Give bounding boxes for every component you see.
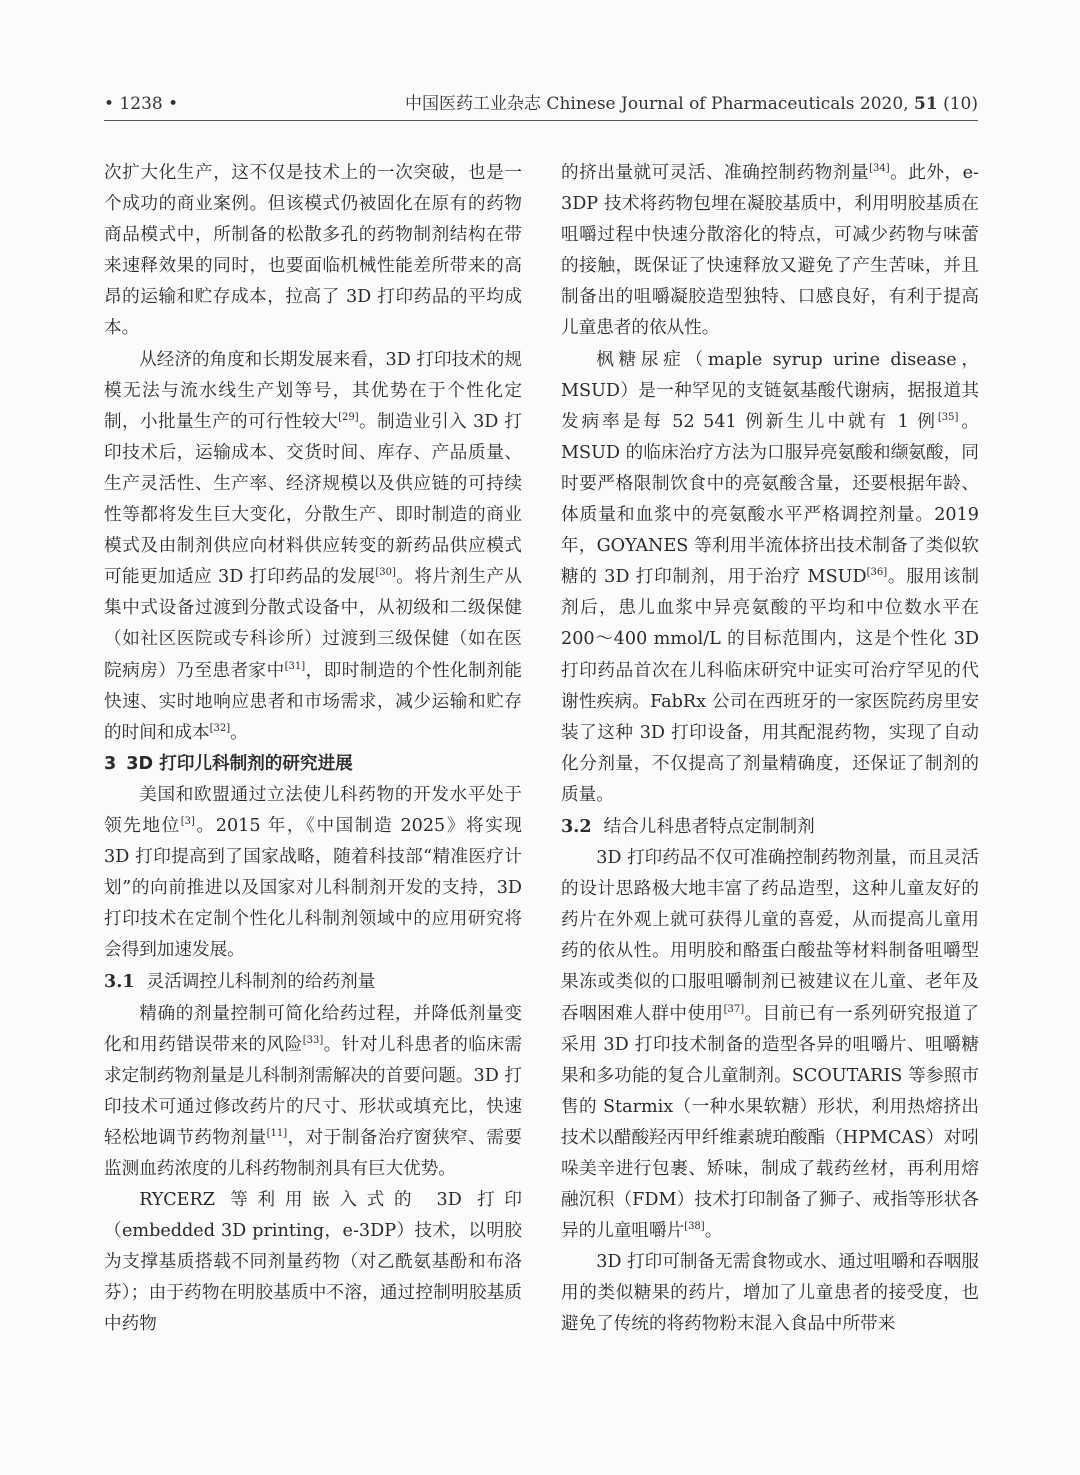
citation-ref: [30]	[375, 567, 396, 579]
journal-name: 中国医药工业杂志 Chinese Journal of Pharmaceuticals 2020,	[405, 94, 915, 114]
paragraph: 的挤出量就可灵活、准确控制药物剂量[34]。此外，e-3DP 技术将药物包埋在凝胶基质中，利用明胶基质在咀嚼过程中快速分散溶化的特点，可减少药物与味蕾的接触，既保证了快速释放又避免了产生苦味，并且制备出的咀嚼凝胶造型独特、口感良好，有利于提高儿童患者的依从性。	[561, 163, 979, 339]
journal-issue: (10)	[937, 94, 978, 114]
left-column	[104, 158, 522, 1341]
journal-volume: 51	[914, 94, 938, 114]
citation-ref: [31]	[284, 660, 306, 672]
subsection-number: 3.1	[104, 971, 135, 993]
citation-ref: [11]	[266, 1127, 288, 1139]
paragraph: 枫糖尿症（maple syrup urine disease，MSUD）是一种罕见的支链氨基酸代谢病，据报道其发病率是每 52 541 例新生儿中就有 1 例[35]。MSUD 的临床治疗方法为口服异亮氨酸和缬氨酸，同时要严格限制饮食中的亮氨酸含量，还要根据年龄、体质量和血浆中的亮氨酸水平严格调控剂量。2019 年，GOYANES 等利用半流体挤出技术制备了类似软糖的 3D 打印制剂，用于治疗 MSUD[36]。服用该制剂后，患儿血浆中异亮氨酸的平均和中位数水平在 200～400 mmol/L 的目标范围内，这是个性化 3D 打印药品首次在儿科临床研究中证实可治疗罕见的代谢性疾病。FabRx 公司在西班牙的一家医院药房里安装了这种 3D 打印设备，用其配混药物，实现了自动化分剂量，不仅提高了剂量精确度，还保证了制剂的质量。	[561, 349, 979, 805]
citation-ref: [37]	[723, 1003, 745, 1015]
journal-citation	[405, 89, 978, 114]
paragraph: 3D 打印可制备无需食物或水、通过咀嚼和吞咽服用的类似糖果的药片，增加了儿童患者的接受度，也避免了传统的将药物粉末混入食品中所带来	[561, 1252, 979, 1335]
subsection-number: 3.2	[561, 815, 592, 837]
subsection-heading	[561, 811, 979, 843]
citation-ref: [38]	[684, 1221, 705, 1233]
citation-ref: [35]	[937, 411, 959, 423]
citation-ref: [3]	[180, 815, 195, 827]
citation-ref: [36]	[866, 567, 888, 579]
paragraph: 美国和欧盟通过立法使儿科药物的开发水平处于领先地位[3]。2015 年，《中国制造 2025》将实现 3D 打印提高到了国家战略，随着科技部“精准医疗计划”的向前推进以及国家对儿科制剂开发的支持，3D 打印技术在定制个性化儿科制剂领域中的应用研究将会得到加速发展。	[104, 784, 522, 961]
section-heading	[104, 749, 522, 780]
section-title: 3D 打印儿科制剂的研究进展	[126, 753, 353, 774]
page-number: • 1238 •	[104, 94, 179, 114]
paragraph: 精确的剂量控制可简化给药过程，并降低剂量变化和用药错误带来的风险[33]。针对儿科患者的临床需求定制药物剂量是儿科制剂需解决的首要问题。3D 打印技术可通过修改药片的尺寸、形状或填充比，快速轻松地调节药物剂量[11]，对于制备治疗窗狭窄、需要监测血药浓度的儿科药物制剂具有巨大优势。	[104, 1003, 522, 1179]
right-column	[561, 158, 979, 1341]
subsection-heading	[104, 966, 522, 998]
citation-ref: [33]	[302, 1034, 324, 1046]
subsection-title: 结合儿科患者特点定制制剂	[603, 816, 815, 837]
section-number: 3	[104, 753, 117, 774]
paragraph: 3D 打印药品不仅可准确控制药物剂量，而且灵活的设计思路极大地丰富了药品造型，这种儿童友好的药片在外观上就可获得儿童的喜爱，从而提高儿童用药的依从性。用明胶和酪蛋白酸盐等材料制备咀嚼型果冻或类似的口服咀嚼制剂已被建议在儿童、老年及吞咽困难人群中使用[37]。目前已有一系列研究报道了采用 3D 打印技术制备的造型各异的咀嚼片、咀嚼糖果和多功能的复合儿童制剂。SCOUTARIS 等参照市售的 Starmix（一种水果软糖）形状，利用热熔挤出技术以醋酸羟丙甲纤维素琥珀酸酯（HPMCAS）对吲哚美辛进行包裹、矫味，制成了载药丝材，再利用熔融沉积（FDM）技术打印制备了狮子、戒指等形状各异的儿童咀嚼片[38]。	[561, 848, 979, 1242]
citation-ref: [29]	[338, 411, 359, 423]
running-header	[104, 92, 978, 121]
paragraph: 次扩大化生产，这不仅是技术上的一次突破，也是一个成功的商业案例。但该模式仍被固化在原有的药物商品模式中，所制备的松散多孔的药物制剂结构在带来速释效果的同时，也要面临机械性能差所带来的高昂的运输和贮存成本，拉高了 3D 打印药品的平均成本。	[104, 163, 522, 339]
citation-ref: [34]	[869, 163, 890, 174]
subsection-title: 灵活调控儿科制剂的给药剂量	[146, 972, 376, 993]
citation-ref: [32]	[209, 722, 231, 734]
paragraph: 从经济的角度和长期发展来看，3D 打印技术的规模无法与流水线生产划等号，其优势在于个性化定制，小批量生产的可行性较大[29]。制造业引入 3D 打印技术后，运输成本、交货时间、库存、产品质量、生产灵活性、生产率、经济规模以及供应链的可持续性等都将发生巨大变化，分散生产、即时制造的商业模式及由制剂供应向材料供应转变的新药品供应模式可能更加适应 3D 打印药品的发展[30]。将片剂生产从集中式设备过渡到分散式设备中，从初级和二级保健（如社区医院或专科诊所）过渡到三级保健（如在医院病房）乃至患者家中[31]，即时制造的个性化制剂能快速、实时地响应患者和市场需求，减少运输和贮存的时间和成本[32]。	[104, 349, 522, 743]
paragraph: RYCERZ 等利用嵌入式的 3D 打印（embedded 3D printing，e-3DP）技术，以明胶为支撑基质搭载不同剂量药物（对乙酰氨基酚和布洛芬）；由于药物在明胶基质中不溶，通过控制明胶基质中药物	[104, 1190, 522, 1335]
